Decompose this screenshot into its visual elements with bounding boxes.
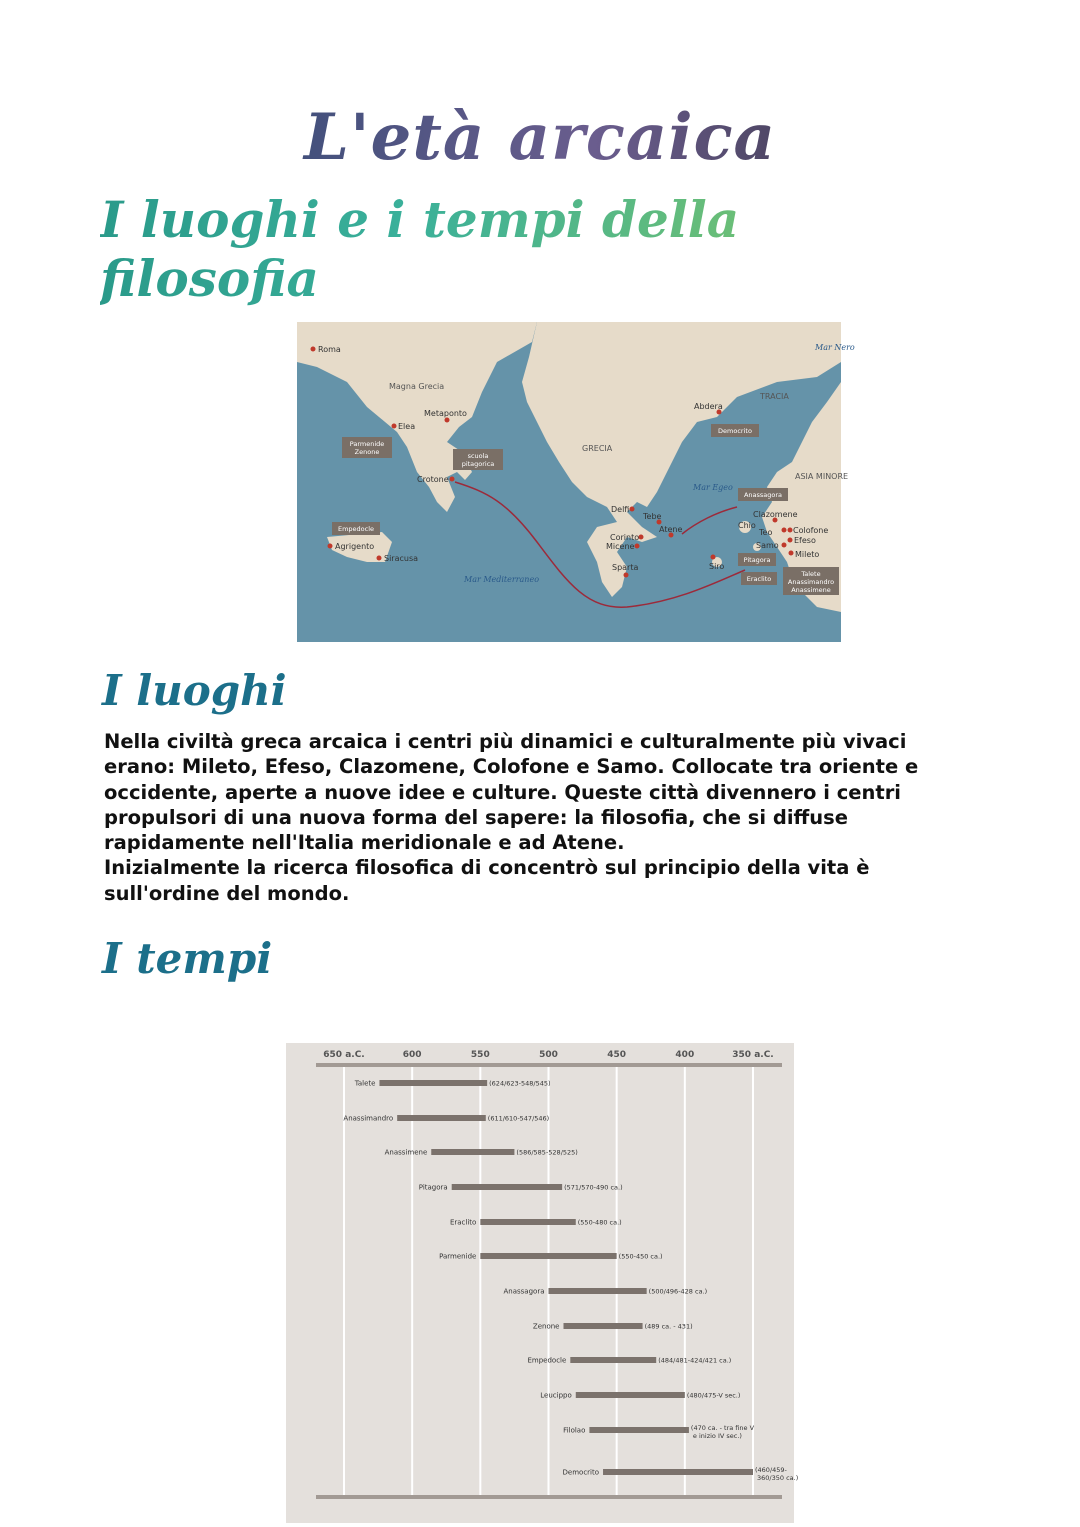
- map-city-label: Teo: [759, 528, 773, 537]
- date-label: (480/475-V sec.): [686, 1391, 741, 1400]
- timeline-bar: [452, 1184, 562, 1190]
- map-figure: [297, 322, 855, 642]
- date-label: (460/459-: [755, 1466, 787, 1474]
- map-city-label: Mileto: [795, 550, 820, 559]
- tick-label: 550: [470, 1050, 490, 1060]
- svg-text:pitagorica: pitagorica: [461, 460, 495, 468]
- date-label: (624/623-548/545): [489, 1079, 551, 1088]
- map-city-label: Corinto: [610, 533, 640, 542]
- date-label: (550-480 ca.): [577, 1218, 622, 1227]
- map-city-dot: [788, 528, 793, 533]
- map-city-label: Sparta: [612, 563, 639, 572]
- map-box-parmenide: [342, 437, 392, 458]
- philosopher-label: Anassimene: [384, 1148, 428, 1157]
- tick-label: 400: [675, 1050, 695, 1060]
- map-box-scuola: [453, 449, 503, 470]
- map-city-dot: [635, 544, 640, 549]
- svg-text:Anassimandro: Anassimandro: [787, 578, 835, 586]
- map-city-label: Micene: [606, 542, 635, 551]
- map-city-label: Metaponto: [424, 409, 467, 418]
- svg-text:Anassagora: Anassagora: [743, 491, 783, 499]
- date-label: (586/585-528/525): [516, 1148, 578, 1157]
- map-box-talete: [783, 567, 839, 595]
- map-city-dot: [788, 538, 793, 543]
- map-city-label: Abdera: [694, 402, 723, 411]
- map-city-dot: [328, 544, 333, 549]
- philosopher-label: Anassagora: [503, 1287, 545, 1296]
- map-city-dot: [445, 418, 450, 423]
- tick-label: 350 a.C.: [732, 1050, 774, 1060]
- map-city-label: Siro: [709, 562, 725, 571]
- svg-text:Zenone: Zenone: [354, 448, 380, 456]
- section-heading-luoghi: I luoghi: [102, 666, 287, 715]
- timeline-bar: [603, 1469, 753, 1475]
- tick-label: 500: [539, 1050, 558, 1060]
- map-region-label: Magna Grecia: [389, 382, 445, 391]
- philosopher-label: Parmenide: [439, 1252, 477, 1261]
- map-city-label: Agrigento: [335, 542, 375, 551]
- page-title: L'età arcaica: [0, 100, 1080, 175]
- date-label: 360/350 ca.): [757, 1474, 799, 1482]
- philosopher-label: Pitagora: [418, 1183, 448, 1192]
- map-city-label: Clazomene: [753, 510, 798, 519]
- timeline-bar: [570, 1357, 656, 1363]
- map-city-dot: [392, 424, 397, 429]
- timeline-bar: [397, 1115, 486, 1121]
- timeline-bar: [563, 1323, 642, 1329]
- map-region-label: GRECIA: [582, 444, 613, 453]
- tick-label: 650 a.C.: [323, 1050, 365, 1060]
- map-city-dot: [311, 347, 316, 352]
- map-city-dot: [639, 535, 644, 540]
- timeline-bar: [589, 1427, 689, 1433]
- axis-top-rule: [316, 1063, 782, 1067]
- timeline-bar: [549, 1288, 647, 1294]
- timeline-bar: [379, 1080, 487, 1086]
- map-city-label: Siracusa: [384, 554, 419, 563]
- svg-text:Talete: Talete: [801, 570, 821, 578]
- map-region-label: ASIA MINORE: [795, 472, 849, 481]
- map-city-label: Tebe: [643, 512, 662, 521]
- map-city-label: Crotone: [417, 475, 449, 484]
- map-sea-label: Mar Egeo: [693, 483, 733, 492]
- svg-text:Anassimene: Anassimene: [791, 586, 831, 594]
- map-city-label: Delfi: [611, 505, 630, 514]
- map-city-label: Samo: [756, 541, 779, 550]
- svg-text:Parmenide: Parmenide: [349, 440, 385, 448]
- svg-text:Eraclito: Eraclito: [746, 575, 772, 583]
- date-label: (484/481-424/421 ca.): [658, 1356, 732, 1365]
- map-city-label: Chio: [738, 521, 756, 530]
- timeline-svg: [286, 1043, 799, 1523]
- map-city-label: Atene: [659, 525, 683, 534]
- svg-text:scuola: scuola: [467, 452, 489, 460]
- date-label: (550-450 ca.): [618, 1252, 663, 1261]
- paragraph-luoghi: Nella civiltà greca arcaica i centri più dinamici e culturalmente più vivaci erano: Mileto, Efeso, Clazomene, Colofone e Samo. Collocate tra oriente e occidente, aperte a nuove idee e culture. Queste città divennero i centri propulsori di una nuova forma del sapere: la filosofia, che si diffuse rapidamente nell'Italia meridionale e ad Atene.: [104, 730, 919, 855]
- map-city-dot: [782, 528, 787, 533]
- section-paragraph: [104, 729, 984, 906]
- map-city-label: Colofone: [793, 526, 829, 535]
- timeline-bar: [431, 1149, 514, 1155]
- map-city-dot: [630, 507, 635, 512]
- map-box-pitagora: [738, 553, 776, 566]
- philosopher-label: Zenone: [532, 1322, 560, 1331]
- philosopher-label: Talete: [354, 1079, 376, 1088]
- date-label: e inizio IV sec.): [692, 1432, 742, 1440]
- philosopher-label: Filolao: [563, 1426, 586, 1435]
- svg-text:Empedocle: Empedocle: [337, 525, 375, 533]
- philosopher-label: Eraclito: [449, 1218, 477, 1227]
- map-city-label: Elea: [398, 422, 416, 431]
- map-city-label: Efeso: [794, 536, 816, 545]
- tick-label: 450: [607, 1050, 627, 1060]
- date-label: (611/610-547/546): [487, 1114, 550, 1123]
- map-city-dot: [450, 477, 455, 482]
- map-city-label: Roma: [318, 345, 341, 354]
- svg-text:Democrito: Democrito: [718, 427, 752, 435]
- map-box-empedocle: [332, 522, 380, 535]
- map-region-label: TRACIA: [760, 392, 789, 401]
- map-city-dot: [711, 555, 716, 560]
- map-box-anassagora: [738, 488, 788, 501]
- axis-bottom-rule: [316, 1495, 782, 1499]
- map-box-democrito: [711, 424, 759, 437]
- date-label: (500/496-428 ca.): [648, 1287, 708, 1296]
- philosopher-label: Leucippo: [540, 1391, 572, 1400]
- timeline-chart: [286, 1043, 799, 1523]
- map-box-eraclito: [741, 572, 777, 585]
- tick-label: 600: [402, 1050, 422, 1060]
- timeline-bar: [480, 1219, 575, 1225]
- date-label: (571/570-490 ca.): [564, 1183, 623, 1192]
- map-city-dot: [624, 573, 629, 578]
- page-subtitle: I luoghi e i tempi della filosofia: [100, 190, 860, 308]
- svg-text:Pitagora: Pitagora: [743, 556, 771, 564]
- philosopher-label: Empedocle: [527, 1356, 567, 1365]
- date-label: (489 ca. - 431): [644, 1322, 693, 1331]
- map-sea-label: Mar Nero: [815, 343, 855, 352]
- map-city-dot: [377, 556, 382, 561]
- timeline-bar: [576, 1392, 685, 1398]
- timeline-bar: [480, 1253, 616, 1259]
- section-heading-tempi: I tempi: [102, 934, 273, 983]
- map-city-dot: [789, 551, 794, 556]
- map-city-dot: [782, 543, 787, 548]
- paragraph-ricerca: Inizialmente la ricerca filosofica di concentrò sul principio della vita è sull'ordine del mondo.: [104, 856, 870, 905]
- map-sea-label: Mar Mediterraneo: [464, 575, 540, 584]
- date-label: (470 ca. - tra fine V: [690, 1424, 755, 1432]
- philosopher-label: Democrito: [562, 1468, 600, 1477]
- philosopher-label: Anassimandro: [343, 1114, 394, 1123]
